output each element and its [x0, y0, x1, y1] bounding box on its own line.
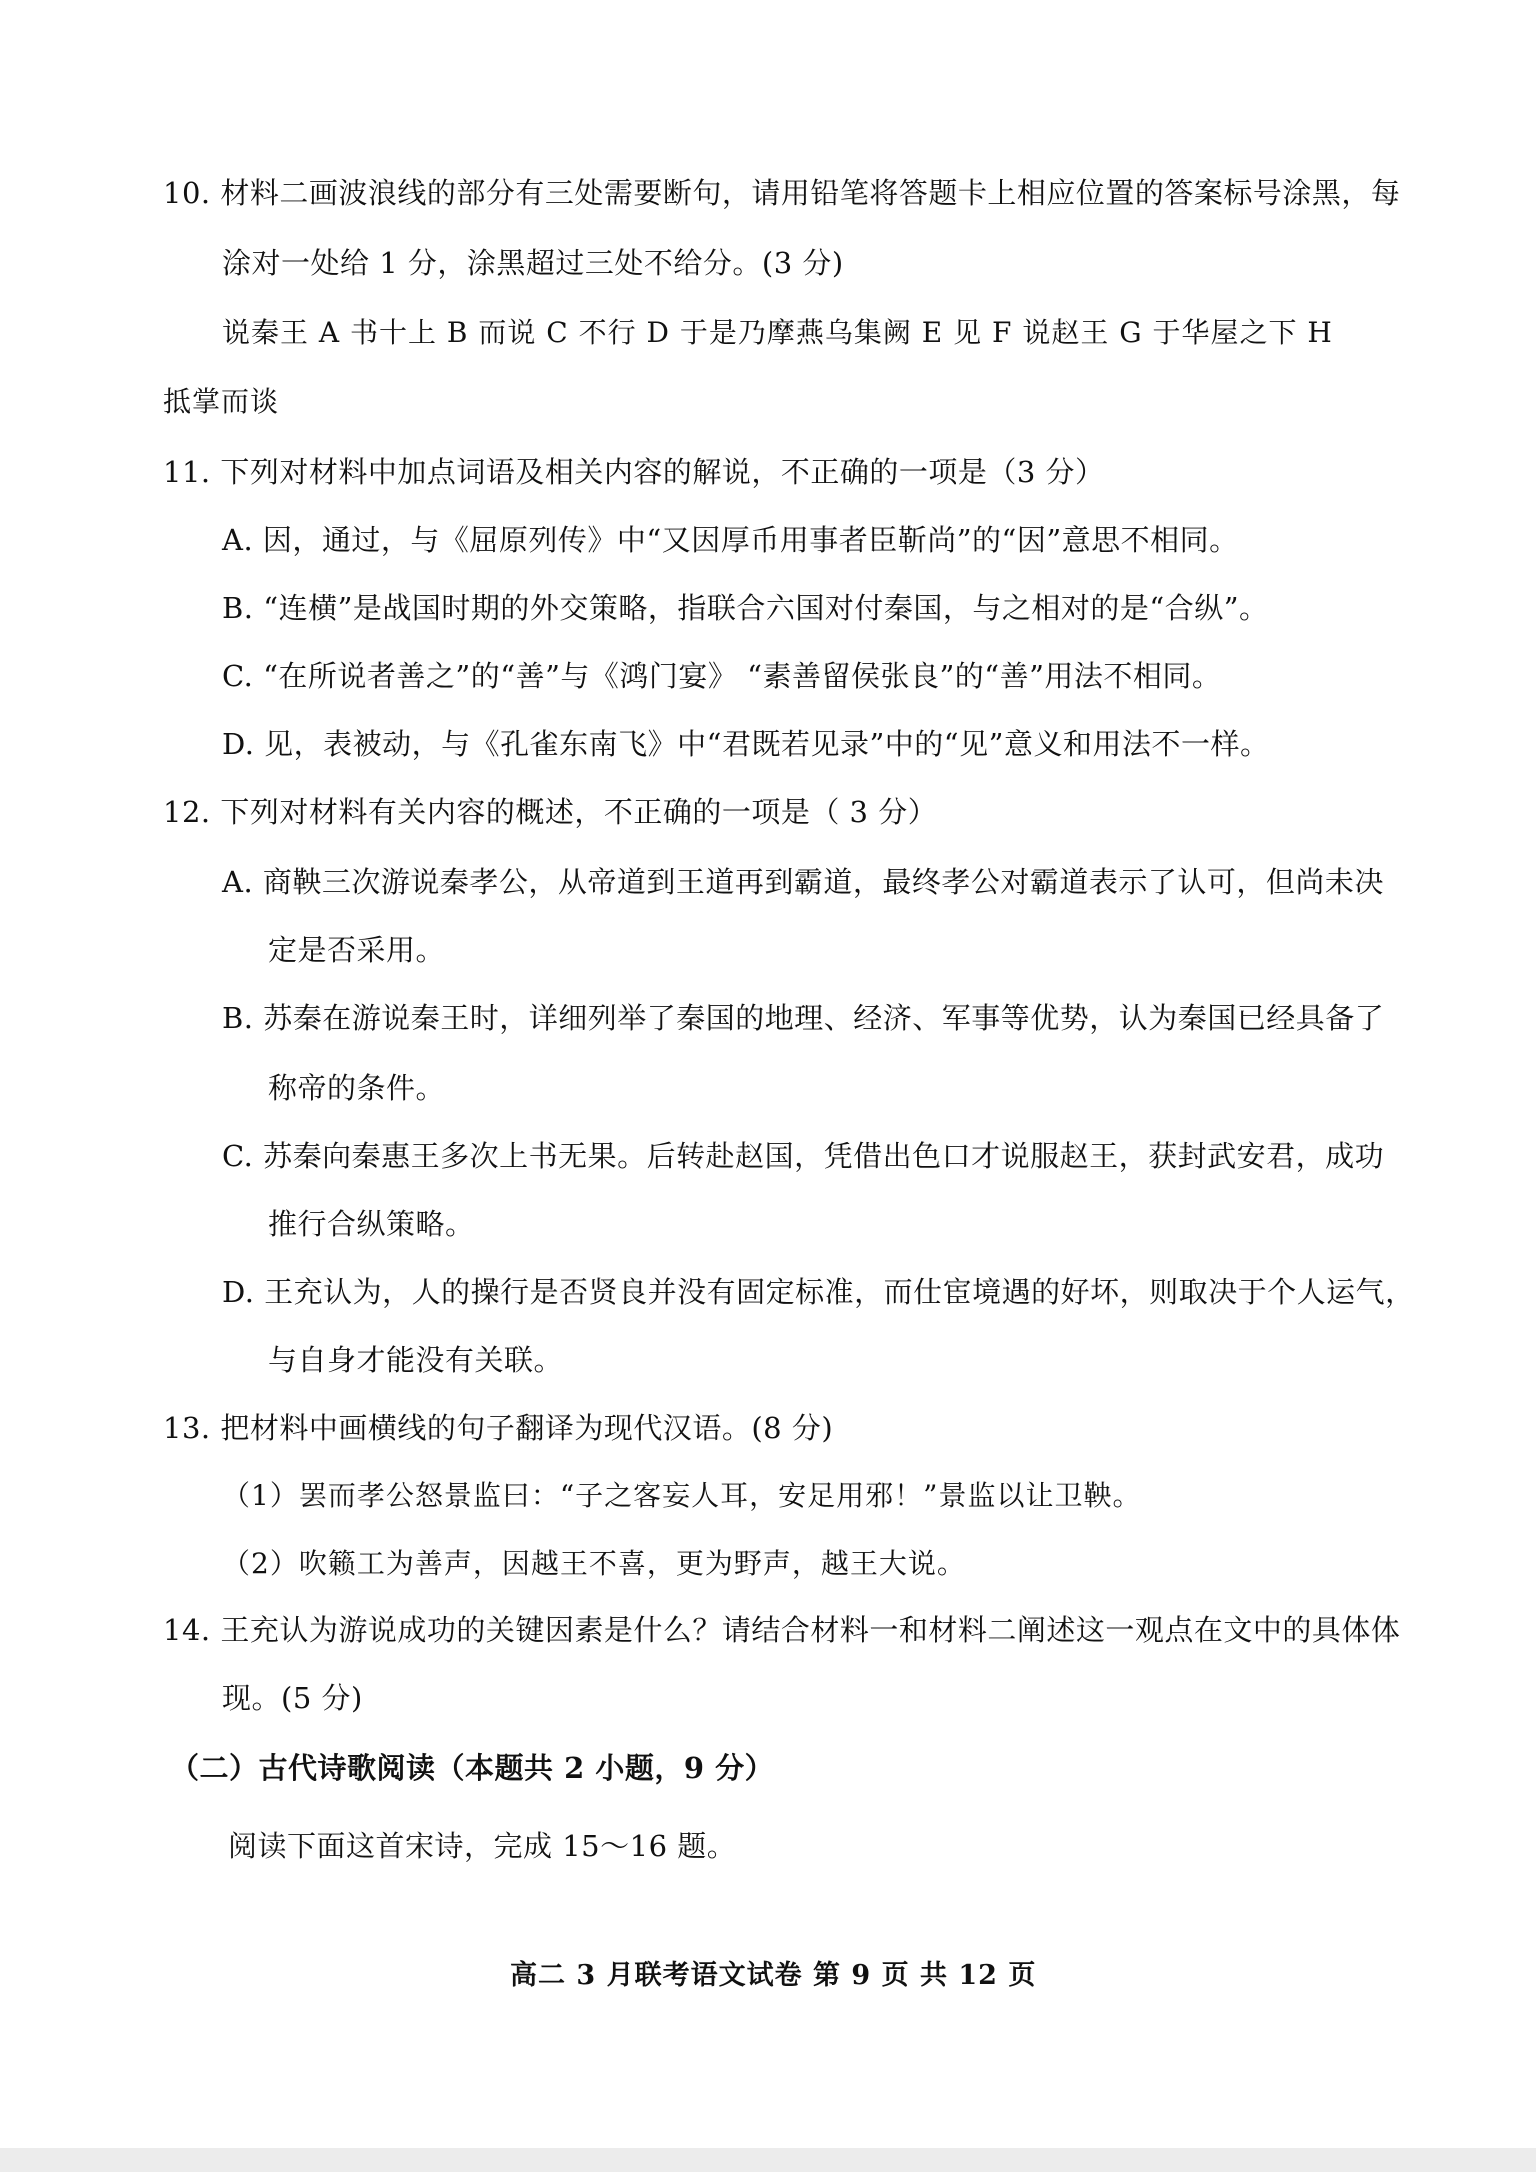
- q10-passage-line2: 抵掌而谈: [163, 385, 280, 418]
- q11-option-d: D. 见，表被动，与《孔雀东南飞》中“君既若见录”中的“见”意义和用法不一样。: [222, 727, 1270, 761]
- q14-line1: 14. 王充认为游说成功的关键因素是什么？请结合材料一和材料二阐述这一观点在文中的具体体: [163, 1613, 1401, 1647]
- section-heading: （二）古代诗歌阅读（本题共 2 小题，9 分）: [170, 1751, 775, 1785]
- q10-line1: 10. 材料二画波浪线的部分有三处需要断句，请用铅笔将答题卡上相应位置的答案标号涂黑，每: [163, 176, 1401, 210]
- q12-option-b-line2: 称帝的条件。: [268, 1071, 446, 1105]
- q13-sentence-1: （1）罢而孝公怒景监曰：“子之客妄人耳，安足用邪！”景监以让卫鞅。: [222, 1479, 1142, 1512]
- q12-stem: 12. 下列对材料有关内容的概述，不正确的一项是（ 3 分）: [163, 795, 938, 829]
- q12-option-c-line1: C. 苏秦向秦惠王多次上书无果。后转赴赵国，凭借出色口才说服赵王，获封武安君，成功: [222, 1139, 1385, 1173]
- q10-passage-line1: 说秦王 A 书十上 B 而说 C 不行 D 于是乃摩燕乌集阙 E 见 F 说赵王 G 于华屋之下 H: [222, 316, 1333, 349]
- q12-option-b-line1: B. 苏秦在游说秦王时，详细列举了秦国的地理、经济、军事等优势，认为秦国已经具备了: [222, 1001, 1385, 1035]
- q11-option-a: A. 因，通过，与《屈原列传》中“又因厚币用事者臣靳尚”的“因”意思不相同。: [222, 523, 1239, 557]
- q12-option-c-line2: 推行合纵策略。: [268, 1207, 475, 1241]
- q12-option-d-line1: D. 王充认为，人的操行是否贤良并没有固定标准，而仕宦境遇的好坏，则取决于个人运气，: [222, 1275, 1415, 1309]
- q13-sentence-2: （2）吹籁工为善声，因越王不喜，更为野声，越王大说。: [222, 1547, 966, 1580]
- q11-option-c: C. “在所说者善之”的“善”与《鸿门宴》 “素善留侯张良”的“善”用法不相同。: [222, 659, 1222, 693]
- q14-line2: 现。(5 分): [222, 1681, 363, 1715]
- q10-line2: 涂对一处给 1 分，涂黑超过三处不给分。(3 分): [222, 246, 844, 280]
- page-footer: 高二 3 月联考语文试卷 第 9 页 共 12 页: [510, 1960, 1037, 1991]
- q12-option-d-line2: 与自身才能没有关联。: [268, 1343, 564, 1377]
- section-intro: 阅读下面这首宋诗，完成 15～16 题。: [228, 1829, 737, 1863]
- q11-option-b: B. “连横”是战国时期的外交策略，指联合六国对付秦国，与之相对的是“合纵”。: [222, 591, 1269, 625]
- q11-stem: 11. 下列对材料中加点词语及相关内容的解说，不正确的一项是（3 分）: [163, 455, 1105, 489]
- q12-option-a-line2: 定是否采用。: [268, 933, 446, 967]
- q13-stem: 13. 把材料中画横线的句子翻译为现代汉语。(8 分): [163, 1411, 834, 1445]
- scan-edge: [0, 2148, 1536, 2172]
- q12-option-a-line1: A. 商鞅三次游说秦孝公，从帝道到王道再到霸道，最终孝公对霸道表示了认可，但尚未决: [222, 865, 1384, 899]
